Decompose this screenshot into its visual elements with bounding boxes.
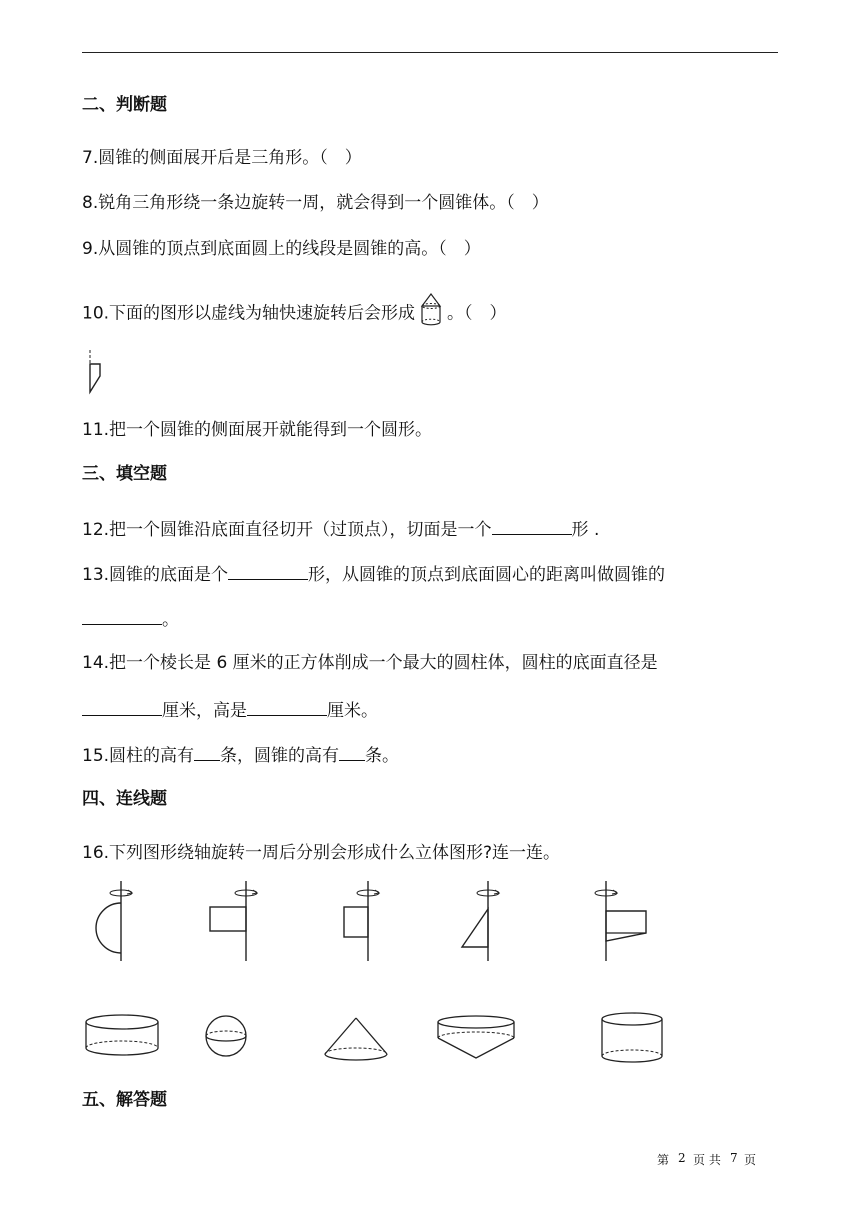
question-13-text-c: 。 (162, 610, 179, 630)
question-15-text-b: 条，圆锥的高有 (220, 746, 340, 766)
semicircle-axis-figure[interactable] (88, 881, 138, 967)
question-14-text-c: 厘米。 (327, 701, 378, 721)
answer-blank[interactable] (339, 742, 365, 761)
question-8: 8.锐角三角形绕一条边旋转一周，就会得到一个圆锥体。（ ） (82, 193, 549, 213)
answer-blank[interactable] (492, 516, 572, 535)
question-15-text-c: 条。 (365, 746, 400, 766)
section-match-heading: 四、连线题 (82, 789, 167, 809)
cylinder-cone-figure[interactable] (436, 1014, 520, 1068)
question-12 (82, 516, 599, 542)
question-13-text-a: 13.圆锥的底面是个 (82, 565, 229, 585)
footer-total-pages: 7 (730, 1151, 738, 1165)
question-14 (82, 651, 658, 675)
answer-blank[interactable] (194, 742, 220, 761)
question-10-answer: 。（ ） (447, 303, 507, 324)
footer-page-number: 2 (678, 1151, 686, 1165)
cone-on-cylinder-figure (419, 292, 443, 335)
question-13 (82, 561, 665, 587)
question-14-text-a: 14.把一个棱长是 6 厘米的正方体削成一个最大的圆柱体，圆柱的底面直径是 (82, 653, 658, 673)
question-11: 11.把一个圆锥的侧面展开就能得到一个圆形。 (82, 420, 433, 440)
footer-mid: 页 共 (693, 1153, 721, 1167)
rectangle-right-axis-figure[interactable] (338, 881, 388, 967)
question-10 (82, 292, 507, 335)
footer-page-label: 第 (657, 1153, 670, 1167)
cone-figure[interactable] (322, 1016, 392, 1068)
question-14-text-b: 厘米，高是 (162, 701, 247, 721)
question-12-text-b: 形 . (571, 520, 600, 540)
question-15-text-a: 15.圆柱的高有 (82, 746, 195, 766)
question-12-text-a: 12.把一个圆锥沿底面直径切开（过顶点），切面是一个 (82, 520, 492, 540)
trapezoid-axis-figure[interactable] (590, 881, 650, 967)
question-13-cont (82, 606, 179, 632)
short-cylinder-figure[interactable] (84, 1012, 164, 1066)
answer-blank[interactable] (82, 606, 162, 625)
answer-blank[interactable] (247, 697, 327, 716)
sphere-figure[interactable] (202, 1012, 252, 1066)
rectangle-left-axis-figure[interactable] (206, 881, 266, 967)
section-fill-heading: 三、填空题 (82, 464, 167, 484)
question-10-text: 10.下面的图形以虚线为轴快速旋转后会形成 (82, 303, 416, 324)
section-judge-heading: 二、判断题 (82, 95, 167, 115)
answer-blank[interactable] (82, 697, 162, 716)
question-7: 7.圆锥的侧面展开后是三角形。（ ） (82, 148, 362, 168)
answer-blank[interactable] (228, 561, 308, 580)
question-15 (82, 742, 399, 768)
question-13-text-b: 形，从圆锥的顶点到底面圆心的距离叫做圆锥的 (308, 565, 666, 585)
question-16: 16.下列图形绕轴旋转一周后分别会形成什么立体图形?连一连。 (82, 843, 561, 863)
section-solve-heading: 五、解答题 (82, 1090, 167, 1110)
footer-end: 页 (744, 1153, 757, 1167)
question-9: 9.从圆锥的顶点到底面圆上的线段是圆锥的高。（ ） (82, 239, 481, 259)
right-triangle-axis-figure[interactable] (458, 881, 508, 967)
q10-plane-shape-figure (86, 350, 108, 400)
header-rule (82, 52, 778, 53)
question-14-cont (82, 697, 378, 723)
tall-cylinder-figure[interactable] (600, 1010, 670, 1070)
